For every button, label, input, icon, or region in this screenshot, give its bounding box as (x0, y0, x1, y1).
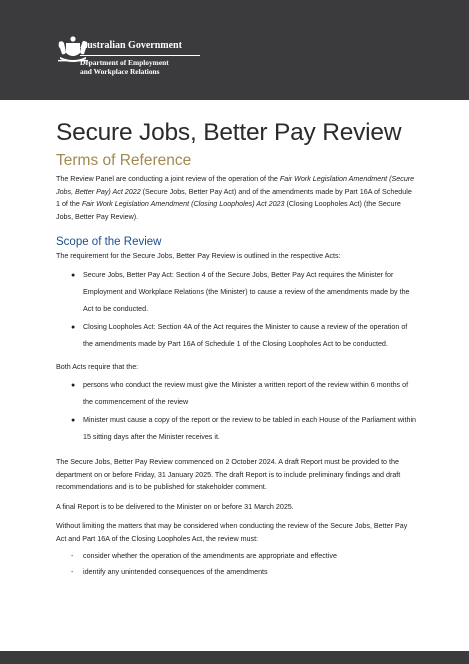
page-header (0, 0, 469, 100)
page-title: Secure Jobs, Better Pay Review (56, 119, 402, 146)
draft-report-paragraph: The Secure Jobs, Better Pay Review commenced on 2 October 2024. A draft Report must be provided to the department on or before Friday, 31 January 2025. The draft Report is to include preliminary findings and draft recommendations and is to be published for stakeholder comment. (56, 458, 401, 491)
acts-list (56, 267, 416, 353)
intro-paragraph (56, 173, 416, 223)
list-item: - consider whether the operation of the amendments are appropriate and effective (56, 548, 416, 564)
wordmark-divider (80, 55, 200, 56)
org-name: Australian Government (80, 40, 182, 51)
department-line-2: and Workplace Relations (80, 67, 160, 76)
page-footer-bar (0, 651, 469, 664)
matters-paragraph: Without limiting the matters that may be considered when conducting the review of the Secure Jobs, Better Pay Act and Part 16A of the Closing Loopholes Act, the review must: (56, 522, 408, 543)
bullet-icon: ● (71, 382, 76, 389)
page-subtitle: Terms of Reference (56, 152, 192, 169)
list-item: ● Minister must cause a copy of the report or the review to be tabled in each House of the Parliament within 15 sitting days after the Minister receives it. (56, 412, 416, 446)
list-item: ● persons who conduct the review must give the Minister a written report of the review within 6 months of the commencement of the review (56, 377, 416, 411)
intro-text: The Review Panel are conducting a joint review of the operation of the (56, 175, 280, 183)
dash-icon: - (71, 552, 74, 560)
list-item: ● Secure Jobs, Better Pay Act: Section 4 of the Secure Jobs, Better Pay Act requires the Minister for Employment and Workplace Relations (the Minister) to cause a review of the amendments made by the Act to be conducted. (56, 267, 416, 318)
dash-icon: - (71, 568, 74, 576)
both-acts-lead: Both Acts require that the: (56, 362, 139, 371)
final-report-paragraph: A final Report is to be delivered to the Minister on or before 31 March 2025. (56, 502, 294, 511)
list-item: ● Closing Loopholes Act: Section 4A of the Act requires the Minister to cause a review of the operation of the amendments made by Part 16A of Schedule 1 of the Closing Loopholes Act to be conducted. (56, 319, 416, 353)
section-heading-scope: Scope of the Review (56, 236, 162, 248)
department-line-1: Department of Employment (80, 58, 169, 67)
document-body (56, 118, 416, 580)
scope-lead: The requirement for the Secure Jobs, Better Pay Review is outlined in the respective Acts: (56, 252, 341, 260)
review-must-list (56, 548, 416, 580)
bullet-icon: ● (71, 323, 76, 331)
intro-text: (Closing Loopholes Act) (the Secure Jobs, Better Pay Review). (56, 200, 401, 221)
requirements-list (56, 377, 416, 446)
government-wordmark (80, 40, 200, 76)
intro-act-title: Fair Work Legislation Amendment (Closing Loopholes) Act 2023 (81, 200, 285, 208)
intro-text: (Secure Jobs, Better Pay Act) and of the amendments made by Part 16A of Schedule 1 of the (56, 187, 412, 208)
bullet-icon: ● (71, 417, 76, 424)
bullet-icon: ● (71, 271, 76, 279)
intro-act-title: Fair Work Legislation Amendment (Secure Jobs, Better Pay) Act 2022 (56, 175, 415, 196)
list-item: - identify any unintended consequences of the amendments (56, 564, 416, 580)
